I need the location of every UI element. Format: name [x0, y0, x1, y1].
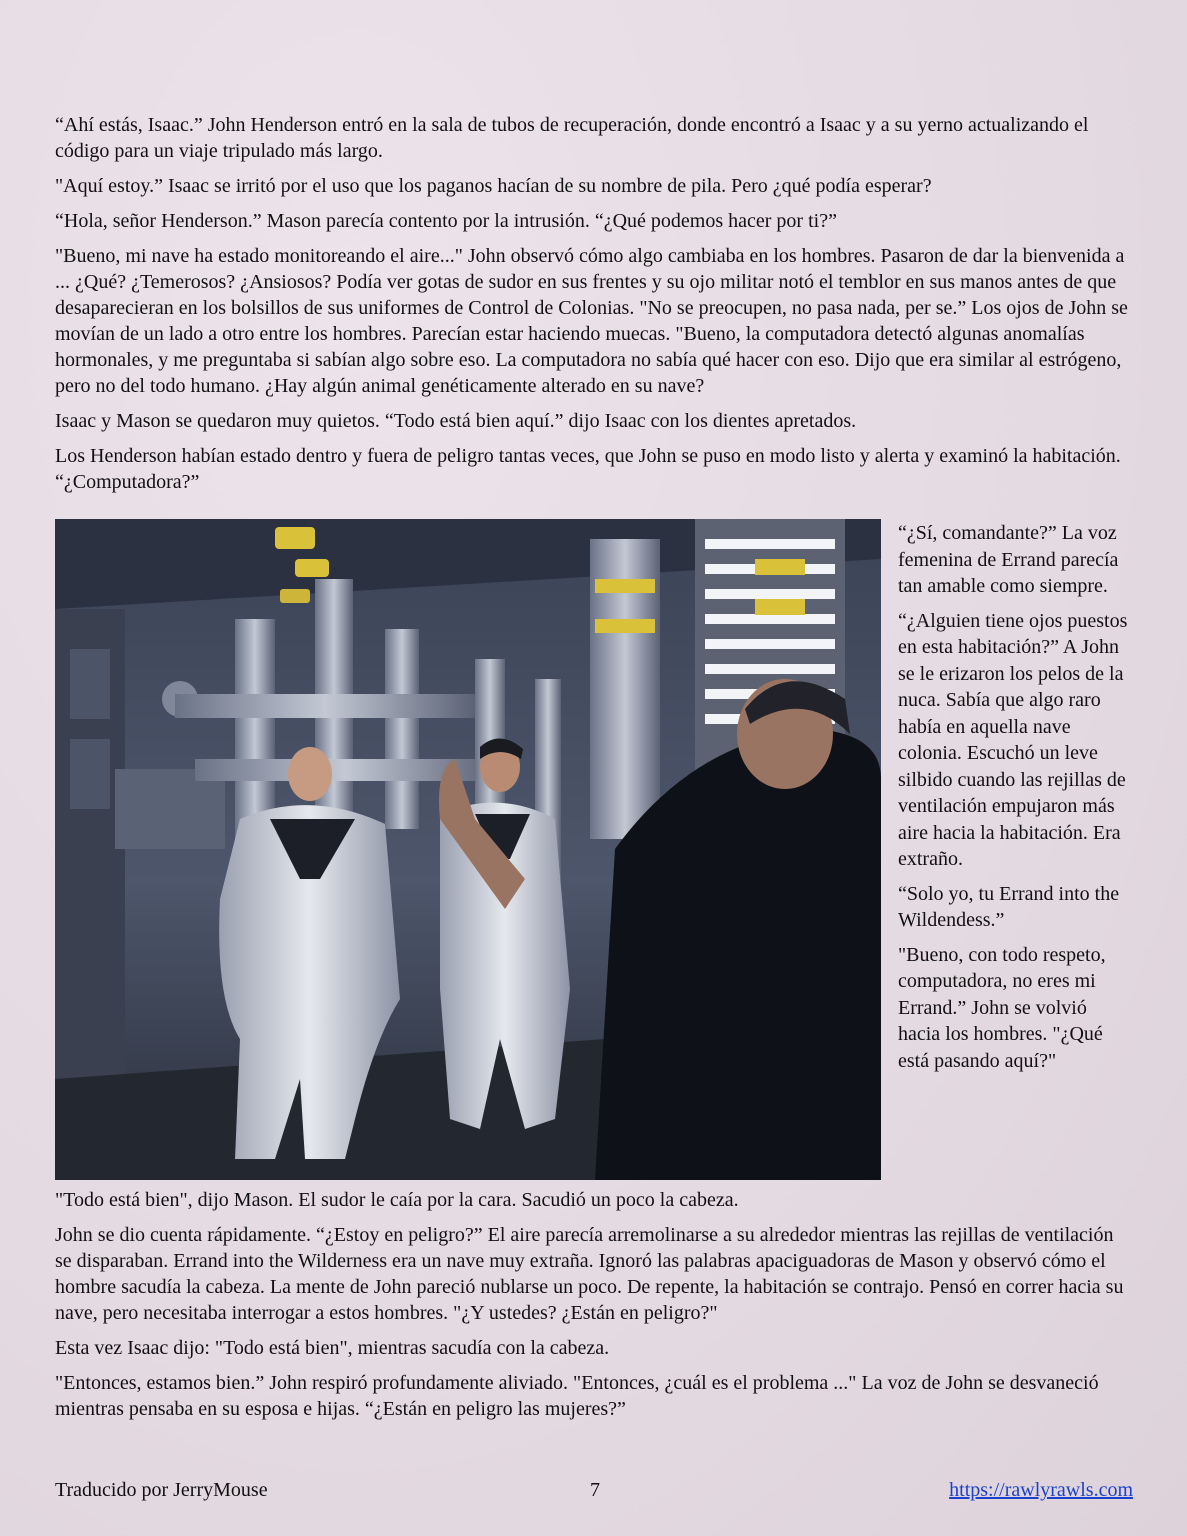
paragraph: Los Henderson habían estado dentro y fuera de peligro tantas veces, que John se puso en modo listo y alerta y examinó la habitación. “¿Computadora?” [55, 445, 1121, 493]
scene-illustration [55, 519, 881, 1180]
paragraph: Isaac y Mason se quedaron muy quietos. “Todo está bien aquí.” dijo Isaac con los dientes apretados. [55, 410, 857, 432]
translator-credit: Traducido por JerryMouse [55, 1479, 268, 1501]
paragraph: “Solo yo, tu Errand into the Wildendess.” [898, 882, 1120, 931]
paragraph: "Todo está bien", dijo Mason. El sudor le caía por la cara. Sacudió un poco la cabeza. [55, 1189, 739, 1211]
paragraph: "Bueno, con todo respeto, computadora, no eres mi Errand.” John se volvió hacia los hombres. "¿Qué está pasando aquí?" [898, 943, 1106, 1072]
page-footer [55, 1479, 1133, 1505]
paragraph: “Ahí estás, Isaac.” John Henderson entró en la sala de tubos de recuperación, donde encontró a Isaac y a su yerno actualizando el código para un viaje tripulado más largo. [55, 114, 1089, 162]
page-number: 7 [590, 1479, 600, 1501]
website-link[interactable]: https://rawlyrawls.com [949, 1479, 1133, 1501]
text-block-side [898, 520, 1133, 1082]
paragraph: “¿Sí, comandante?” La voz femenina de Errand parecía tan amable como siempre. [898, 522, 1119, 597]
paragraph: "Aquí estoy.” Isaac se irritó por el uso que los paganos hacían de su nombre de pila. Pero ¿qué podía esperar? [55, 175, 932, 197]
paragraph: "Entonces, estamos bien.” John respiró profundamente aliviado. "Entonces, ¿cuál es el problema ..." La voz de John se desvaneció mientras pensaba en su esposa e hijas. “¿Están en peligro las mujeres?” [55, 1372, 1099, 1420]
paragraph: "Bueno, mi nave ha estado monitoreando el aire..." John observó cómo algo cambiaba en los hombres. Pasaron de dar la bienvenida a ... ¿Qué? ¿Temerosos? ¿Ansiosos? Podía ver gotas de sudor en sus frentes y su ojo militar notó el temblor en sus manos antes de que desaparecieran en los bolsillos de sus uniformes de Control de Colonias. "No se preocupen, no pasa nada, per se.” Los ojos de John se movían de un lado a otro entre los hombres. Parecían estar haciendo muecas. "Bueno, la computadora detectó algunas anomalías hormonales, y me preguntaba si sabían algo sobre eso. La computadora no sabía qué hacer con eso. Dijo que era similar al estrógeno, pero no del todo humano. ¿Hay algún animal genéticamente alterado en su nave? [55, 245, 1128, 397]
text-block-bottom [55, 1187, 1133, 1431]
paragraph: “¿Alguien tiene ojos puestos en esta habitación?” A John se le erizaron los pelos de la nuca. Sabía que algo raro había en aquella nave colonia. Escuchó un leve silbido cuando las rejillas de ventilación empujaron más aire hacia la habitación. Era extraño. [898, 609, 1128, 870]
paragraph: Esta vez Isaac dijo: "Todo está bien", mientras sacudía con la cabeza. [55, 1337, 610, 1359]
text-block-top [55, 112, 1133, 504]
paragraph: John se dio cuenta rápidamente. “¿Estoy en peligro?” El aire parecía arremolinarse a su alrededor mientras las rejillas de ventilación se disparaban. Errand into the Wilderness era un nave muy extraña. Ignoró las palabras apaciguadoras de Mason y observó cómo el hombre sacudía la cabeza. La mente de John pareció nublarse un poco. De repente, la habitación se contrajo. Pensó en correr hacia su nave, pero necesitaba interrogar a estos hombres. "¿Y ustedes? ¿Están en peligro?" [55, 1224, 1124, 1324]
paragraph: “Hola, señor Henderson.” Mason parecía contento por la intrusión. “¿Qué podemos hacer por ti?” [55, 210, 837, 232]
